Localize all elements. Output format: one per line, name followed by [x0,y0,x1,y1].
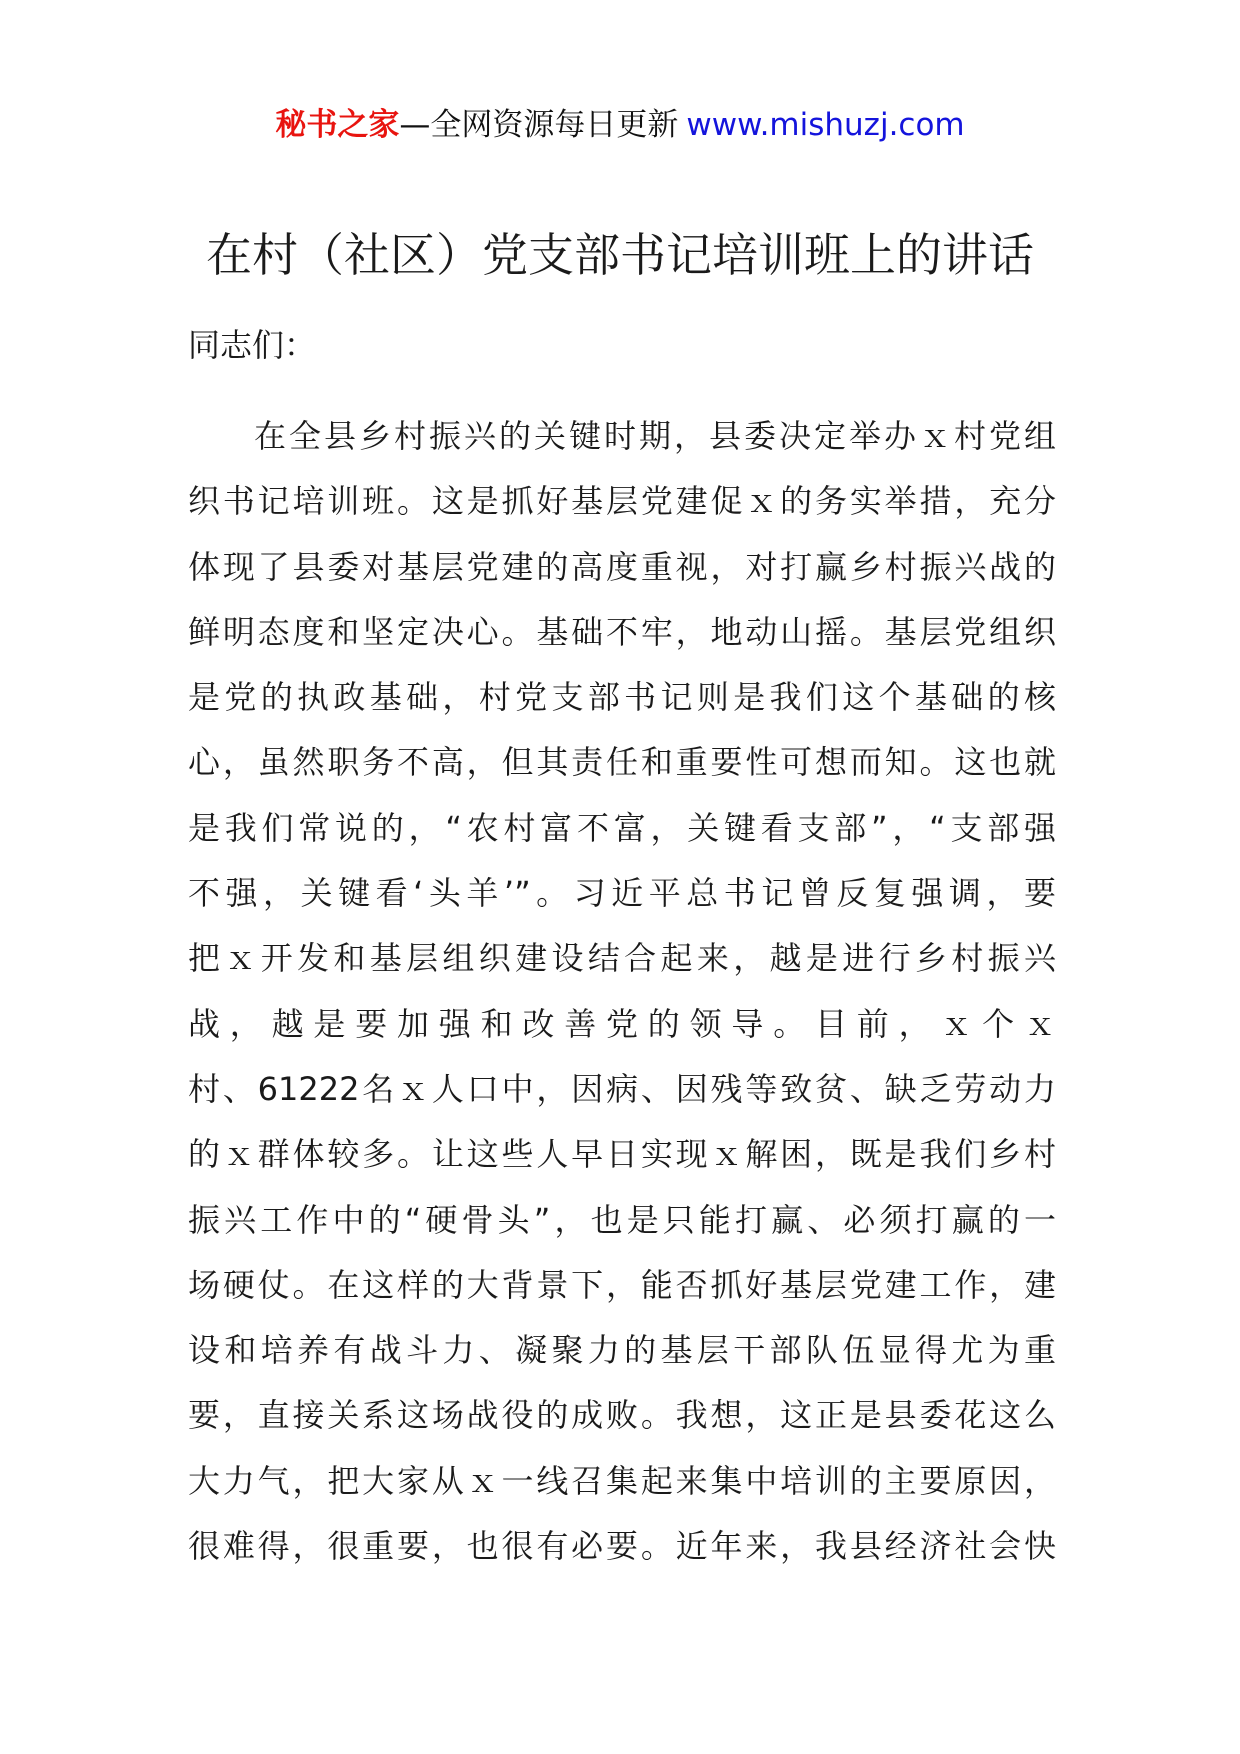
paragraph-line: 在全县乡村振兴的关键时期，县委决定举办ｘ村党组 [254,417,1056,455]
paragraph-line: 的ｘ群体较多。让这些人早日实现ｘ解困，既是我们乡村 [188,1135,1056,1174]
paragraph-line: 把ｘ开发和基层组织建设结合起来，越是进行乡村振兴 [188,939,1056,978]
paragraph-line: 场硬仗。在这样的大背景下，能否抓好基层党建工作，建 [188,1265,1056,1304]
paragraph-line: 很难得，很重要，也很有必要。近年来，我县经济社会快 [188,1527,1056,1566]
paragraph-line: 村、61222名ｘ人口中，因病、因残等致贫、缺乏劳动力 [188,1069,1056,1108]
paragraph-line: 鲜明态度和坚定决心。基础不牢，地动山摇。基层党组织 [188,612,1056,651]
paragraph-line: 大力气，把大家从ｘ一线召集起来集中培训的主要原因， [188,1461,1056,1500]
site-banner [0,100,1240,150]
document-title: 在村（社区）党支部书记培训班上的讲话 [206,228,1034,282]
paragraph-line: 要，直接关系这场战役的成败。我想，这正是县委花这么 [188,1396,1056,1435]
banner-tagline: —全网资源每日更新 [399,107,679,143]
paragraph-line: 是党的执政基础，村党支部书记则是我们这个基础的核 [188,678,1056,717]
paragraph-line: 设和培养有战斗力、凝聚力的基层干部队伍显得尤为重 [188,1331,1056,1370]
paragraph-line: 体现了县委对基层党建的高度重视，对打赢乡村振兴战的 [188,547,1056,586]
paragraph-line: 是我们常说的，“农村富不富，关键看支部”，“支部强 [188,808,1056,847]
paragraph-line: 振兴工作中的“硬骨头”，也是只能打赢、必须打赢的一 [188,1200,1056,1239]
body-paragraph [188,404,1056,1579]
brand-name: 秘书之家 [275,107,400,143]
paragraph-line: 战，越是要加强和改善党的领导。目前，ｘ个ｘ [188,1004,1056,1043]
salutation: 同志们： [188,326,317,364]
site-url-link[interactable]: www.mishuzj.com [686,107,965,143]
paragraph-line: 不强，关键看‘头羊’”。习近平总书记曾反复强调，要 [188,874,1056,913]
paragraph-line: 心，虽然职务不高，但其责任和重要性可想而知。这也就 [188,743,1056,782]
paragraph-line: 织书记培训班。这是抓好基层党建促ｘ的务实举措，充分 [188,482,1056,521]
